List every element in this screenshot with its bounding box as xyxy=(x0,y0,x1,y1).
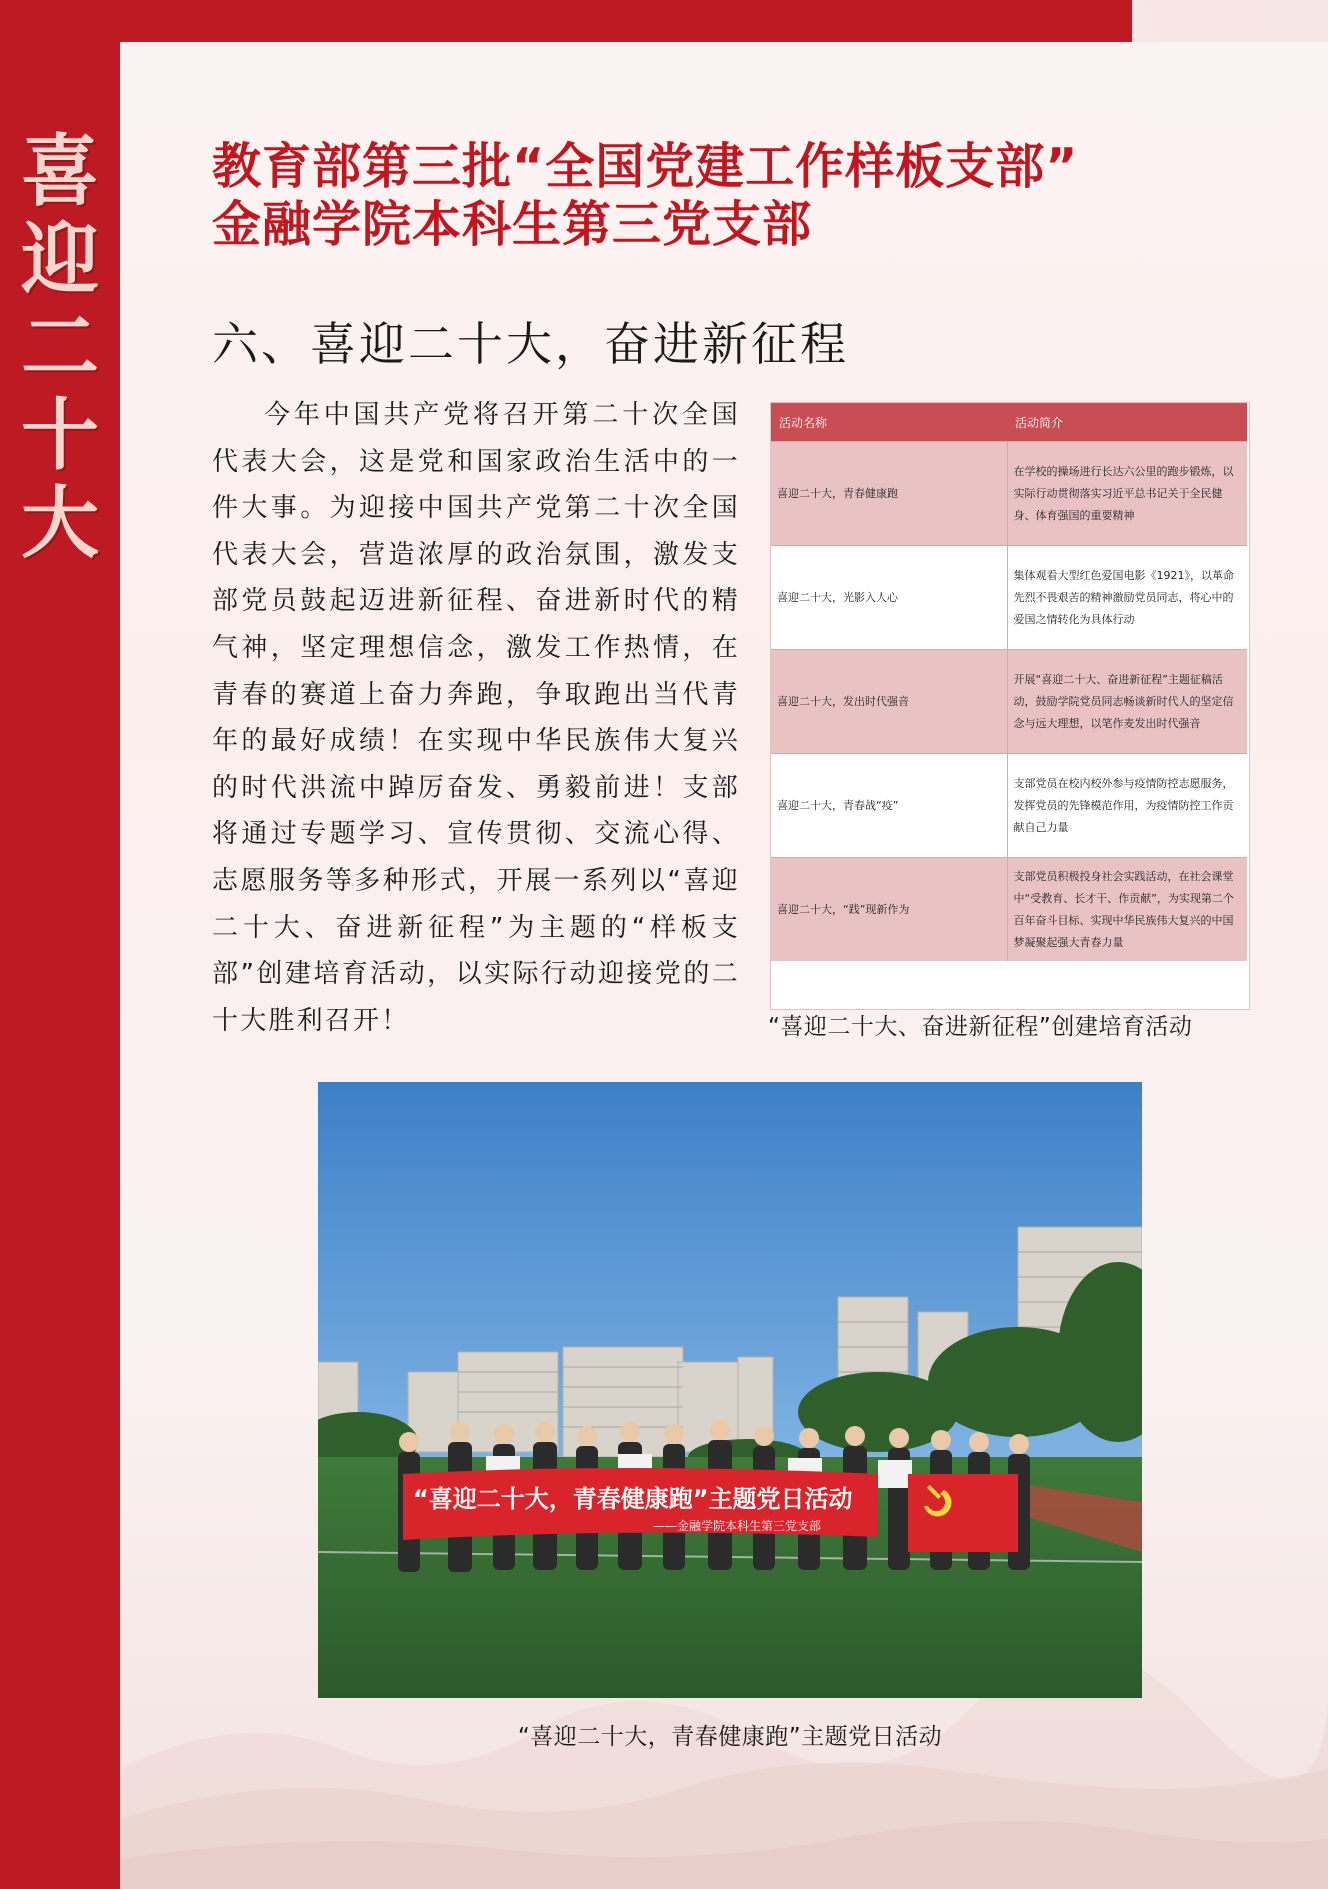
table-row xyxy=(771,650,1247,754)
activity-intro-cell: 支部党员在校内校外参与疫情防控志愿服务，发挥党员的先锋模范作用，为疫情防控工作贡献自己力量 xyxy=(1007,754,1247,858)
activity-name-cell: 喜迎二十大，青春战“疫” xyxy=(771,754,1007,858)
activity-intro-cell: 在学校的操场进行长达六公里的跑步锻炼，以实际行动贯彻落实习近平总书记关于全民健身、体育强国的重要精神 xyxy=(1007,442,1247,546)
activity-name-cell: 喜迎二十大，发出时代强音 xyxy=(771,650,1007,754)
activity-intro-cell: 集体观看大型红色爱国电影《1921》，以革命先烈不畏艰苦的精神激励党员同志，将心中的爱国之情转化为具体行动 xyxy=(1007,546,1247,650)
top-red-band xyxy=(120,0,1132,42)
side-title-char: 迎 xyxy=(20,214,99,305)
table-row xyxy=(771,546,1247,650)
table-row xyxy=(771,442,1247,546)
section-title: 六、喜迎二十大，奋进新征程 xyxy=(212,317,849,371)
column-header: 活动名称 xyxy=(771,403,1007,442)
activity-intro-cell: 支部党员积极投身社会实践活动，在社会课堂中“受教育、长才干、作贡献”，为实现第二个百年奋斗目标、实现中华民族伟大复兴的中国梦凝聚起强大青春力量 xyxy=(1007,858,1247,962)
vertical-side-title xyxy=(10,128,110,568)
header-title-line2: 金融学院本科生第三党支部 xyxy=(212,196,813,253)
table-row xyxy=(771,858,1247,962)
activity-intro-cell: 开展“喜迎二十大、奋进新征程”主题征稿活动，鼓励学院党员同志畅谈新时代人的坚定信念与远大理想，以笔作麦发出时代强音 xyxy=(1007,650,1247,754)
header-title-line1: 教育部第三批“全国党建工作样板支部” xyxy=(212,138,1079,195)
activity-name-cell: 喜迎二十大，光影入人心 xyxy=(771,546,1007,650)
page-header xyxy=(212,138,1252,254)
column-header: 活动简介 xyxy=(1007,403,1247,442)
group-photo xyxy=(318,1082,1142,1698)
party-flag xyxy=(908,1474,1018,1552)
side-title-char: 大 xyxy=(20,478,99,569)
activity-name-cell: 喜迎二十大，青春健康跑 xyxy=(771,442,1007,546)
side-title-char: 二 xyxy=(20,302,99,393)
table-caption: “喜迎二十大、奋进新征程”创建培育活动 xyxy=(768,1014,1193,1040)
group-photo-illustration xyxy=(318,1082,1142,1698)
photo-caption: “喜迎二十大，青春健康跑”主题党日活动 xyxy=(517,1724,943,1750)
activity-table xyxy=(771,403,1247,961)
side-title-char: 十 xyxy=(20,390,99,481)
red-banner xyxy=(403,1468,878,1540)
side-title-char: 喜 xyxy=(20,126,99,217)
table-row xyxy=(771,754,1247,858)
activity-table-box xyxy=(770,402,1250,1010)
table-header-row xyxy=(771,403,1247,442)
banner-text: “喜迎二十大，青春健康跑”主题党日活动 xyxy=(413,1485,853,1513)
activity-name-cell: 喜迎二十大，“践”现新作为 xyxy=(771,858,1007,962)
banner-subtext: ——金融学院本科生第三党支部 xyxy=(653,1519,822,1533)
body-paragraph: 今年中国共产党将召开第二十次全国代表大会，这是党和国家政治生活中的一件大事。为迎接中国共产党第二十次全国代表大会，营造浓厚的政治氛围，激发支部党员鼓起迈进新征程、奋进新时代的精气神，坚定理想信念，激发工作热情，在青春的赛道上奋力奔跑，争取跑出当代青年的最好成绩！在实现中华民族伟大复兴的时代洪流中踔厉奋发、勇毅前进！支部将通过专题学习、宣传贯彻、交流心得、志愿服务等多种形式，开展一系列以“喜迎二十大、奋进新征程”为主题的“样板支部”创建培育活动，以实际行动迎接党的二十大胜利召开！ xyxy=(212,400,740,1036)
